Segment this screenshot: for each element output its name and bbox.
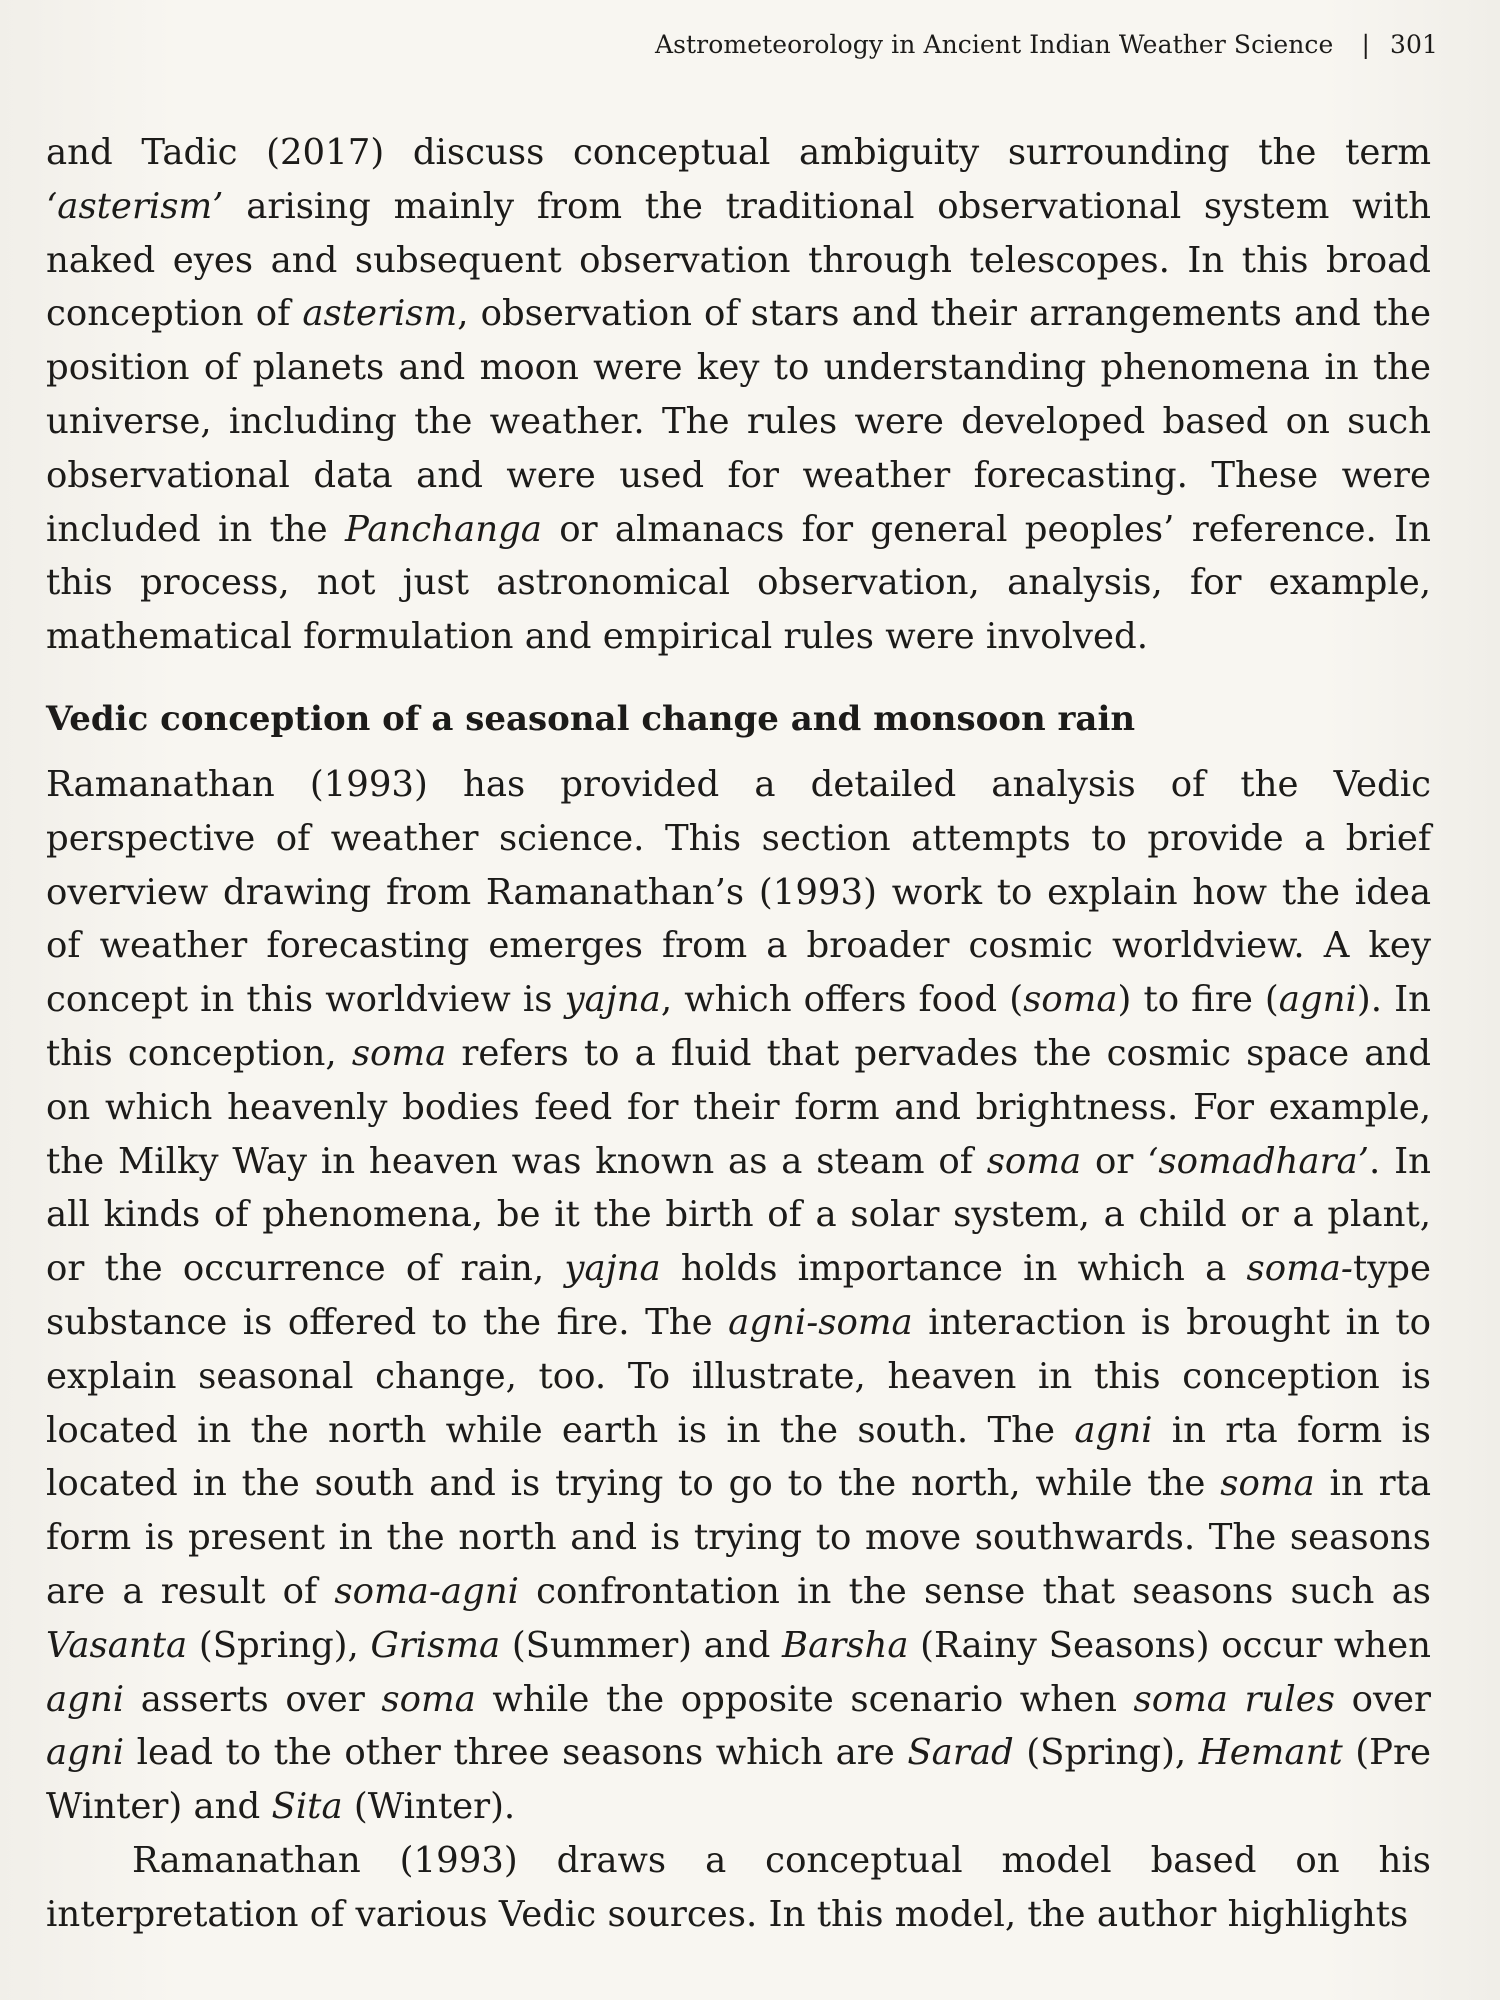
text-run: Ramanathan (1993) has provided a detailed analysis of the Vedic perspective of weather science. This section attempts to provide a brief overview drawing from Ramanathan’s (1993) work to explain how the idea of weather forecasting emerges from a broader cosmic worldview. A key concept in this worldview is <box>46 763 1431 1021</box>
italic-term: ‘somadhara’ <box>1147 1140 1369 1182</box>
italic-term: soma <box>986 1140 1082 1182</box>
text-run: (Rainy Seasons) occur when <box>908 1624 1432 1666</box>
text-run: (Winter). <box>342 1786 516 1828</box>
italic-term: agni-soma <box>728 1301 913 1343</box>
italic-term: agni <box>1074 1409 1153 1451</box>
italic-term: soma-agni <box>334 1570 519 1612</box>
text-run: (Summer) and <box>500 1624 783 1666</box>
text-run: in rta form is located in the south and is trying to go to the north, while the <box>46 1409 1431 1505</box>
section-heading: Vedic conception of a seasonal change and monsoon rain <box>46 698 1136 739</box>
text-run: holds importance in which a <box>660 1248 1247 1290</box>
italic-term: Grisma <box>370 1624 501 1666</box>
header-separator: | <box>1361 30 1370 59</box>
text-run: , which offers food ( <box>660 979 1024 1021</box>
italic-term: soma <box>381 1678 476 1720</box>
italic-term: yajna <box>564 979 661 1021</box>
italic-term: soma rules <box>1133 1678 1335 1720</box>
italic-term: soma <box>351 1032 447 1074</box>
text-run: and Tadic (2017) discuss conceptual ambiguity surrounding the term <box>46 132 1431 173</box>
text-run: or almanacs for general peoples’ reference. In this process, not just astronomical observation, analysis, for example, mathematical formulation and empirical rules were involved. <box>46 508 1431 658</box>
running-header <box>655 30 1438 59</box>
italic-term: agni <box>1278 979 1357 1021</box>
text-run: ). In this conception, <box>46 979 1431 1074</box>
text-run: or <box>1081 1140 1148 1182</box>
text-run: refers to a fluid that pervades the cosmic space and on which heavenly bodies feed for their form and brightness. For example, the Milky Way in heaven was known as a steam of <box>46 1032 1431 1182</box>
italic-term: agni <box>46 1732 125 1774</box>
text-run: . In all kinds of phenomena, be it the birth of a solar system, a child or a plant, or the occurrence of rain, <box>46 1140 1431 1290</box>
text-run: over <box>1334 1678 1431 1720</box>
text-run: type substance is offered to the fire. The <box>46 1248 1431 1343</box>
italic-term: Vasanta <box>46 1624 188 1666</box>
italic-term: soma <box>1220 1463 1315 1505</box>
italic-term: yajna <box>564 1248 661 1290</box>
page-number: 301 <box>1389 30 1438 59</box>
text-run: (Spring), <box>1013 1732 1199 1774</box>
paragraph-asterism <box>46 126 1431 664</box>
italic-term: soma <box>1023 979 1118 1021</box>
text-run: confrontation in the sense that seasons such as <box>518 1570 1431 1612</box>
text-run: interaction is brought in to explain seasonal change, too. To illustrate, heaven in this conception is located in the north while earth is in the south. The <box>46 1301 1431 1451</box>
italic-term: agni <box>46 1678 125 1720</box>
italic-term: Sarad <box>907 1732 1014 1774</box>
text-run: arising mainly from the traditional observational system with naked eyes and subsequent observation through telescopes. In this broad conception of <box>46 185 1431 335</box>
italic-term: ‘asterism’ <box>46 185 224 227</box>
text-run: while the opposite scenario when <box>475 1678 1134 1720</box>
text-run: lead to the other three seasons which are <box>124 1732 908 1774</box>
paragraph-vedic-perspective <box>46 758 1431 1834</box>
italic-term: Sita <box>271 1786 343 1828</box>
text-run: ) to fire ( <box>1117 979 1279 1021</box>
text-run: Ramanathan (1993) draws a conceptual model based on his interpretation of various Vedic sources. In this model, the author highlights <box>46 1839 1431 1935</box>
page-content <box>46 126 1431 1942</box>
italic-term: soma- <box>1246 1248 1353 1290</box>
italic-term: Barsha <box>782 1624 909 1666</box>
italic-term: asterism <box>302 293 458 335</box>
italic-term: Panchanga <box>344 508 542 550</box>
text-run: asserts over <box>124 1678 382 1720</box>
italic-term: Hemant <box>1198 1732 1343 1774</box>
running-title: Astrometeorology in Ancient Indian Weather Science <box>654 30 1334 59</box>
paragraph-conceptual-model <box>46 1834 1431 1942</box>
text-run: , observation of stars and their arrangements and the position of planets and moon were key to understanding phenomena in the universe, including the weather. The rules were developed based on such observational data and were used for weather forecasting. These were included in the <box>46 293 1431 550</box>
text-run: in rta form is present in the north and is trying to move southwards. The seasons are a result of <box>46 1463 1432 1612</box>
text-run: (Spring), <box>187 1624 371 1666</box>
text-run: (Pre Winter) and <box>46 1732 1432 1828</box>
